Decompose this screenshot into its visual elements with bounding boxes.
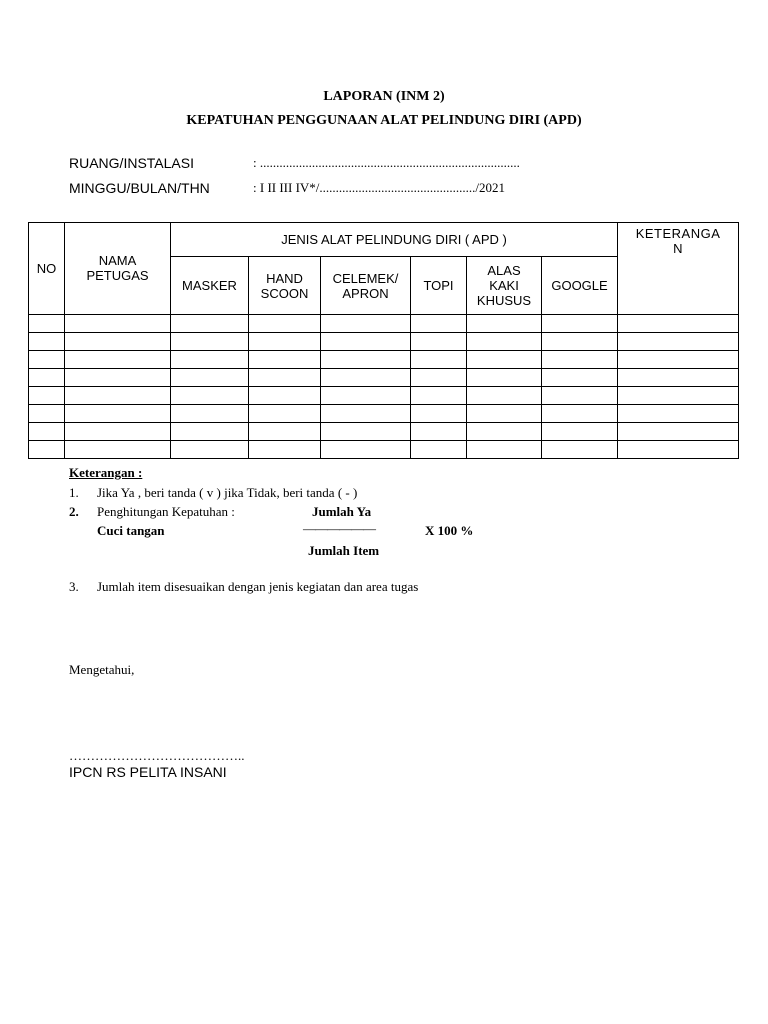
cell[interactable] bbox=[467, 351, 542, 369]
cell[interactable] bbox=[542, 387, 618, 405]
header-celemek-line1: CELEMEK/ bbox=[332, 270, 399, 286]
cell[interactable] bbox=[249, 315, 321, 333]
header-keterangan bbox=[618, 223, 739, 315]
header-hand-line2: SCOON bbox=[260, 285, 309, 301]
cell[interactable] bbox=[411, 369, 467, 387]
formula-fraction-line: —————— bbox=[303, 521, 375, 536]
header-alas-line2: KAKI bbox=[489, 278, 519, 293]
cell[interactable] bbox=[467, 369, 542, 387]
cell[interactable] bbox=[321, 423, 411, 441]
mengetahui-label: Mengetahui, bbox=[69, 662, 135, 677]
table-row bbox=[29, 423, 739, 441]
signature-name: IPCN RS PELITA INSANI bbox=[69, 764, 227, 780]
cell[interactable] bbox=[171, 387, 249, 405]
cell[interactable] bbox=[65, 351, 171, 369]
cell[interactable] bbox=[411, 441, 467, 459]
cell[interactable] bbox=[411, 315, 467, 333]
cell[interactable] bbox=[171, 315, 249, 333]
cell[interactable] bbox=[249, 405, 321, 423]
cell[interactable] bbox=[321, 387, 411, 405]
cell[interactable] bbox=[171, 351, 249, 369]
formula-multiplier: X 100 % bbox=[425, 523, 474, 538]
cell[interactable] bbox=[618, 423, 739, 441]
cell[interactable] bbox=[618, 405, 739, 423]
header-jenis-apd: JENIS ALAT PELINDUNG DIRI ( APD ) bbox=[171, 223, 618, 257]
cell[interactable] bbox=[618, 387, 739, 405]
cell[interactable] bbox=[29, 333, 65, 351]
cell[interactable] bbox=[249, 351, 321, 369]
cell[interactable] bbox=[411, 333, 467, 351]
cell[interactable] bbox=[29, 315, 65, 333]
cell[interactable] bbox=[65, 441, 171, 459]
header-topi: TOPI bbox=[411, 257, 467, 315]
cell[interactable] bbox=[321, 369, 411, 387]
header-masker: MASKER bbox=[171, 257, 249, 315]
cell[interactable] bbox=[411, 423, 467, 441]
table-row bbox=[29, 351, 739, 369]
header-google: GOOGLE bbox=[542, 257, 618, 315]
note-1-number: 1. bbox=[69, 485, 79, 500]
header-no: NO bbox=[29, 223, 65, 315]
header-celemek bbox=[321, 257, 411, 315]
table-row bbox=[29, 369, 739, 387]
cell[interactable] bbox=[65, 387, 171, 405]
cell[interactable] bbox=[467, 405, 542, 423]
header-nama-line1: NAMA bbox=[98, 253, 137, 268]
cell[interactable] bbox=[542, 423, 618, 441]
cell[interactable] bbox=[171, 441, 249, 459]
cell[interactable] bbox=[29, 441, 65, 459]
notes-heading: Keterangan : bbox=[69, 465, 143, 480]
signature-line: ………………………………….. bbox=[69, 748, 245, 763]
header-alas-kaki bbox=[467, 257, 542, 315]
cell[interactable] bbox=[618, 315, 739, 333]
cell[interactable] bbox=[618, 351, 739, 369]
cell[interactable] bbox=[411, 351, 467, 369]
header-nama-line2: PETUGAS bbox=[86, 268, 149, 283]
header-alas-line1: ALAS bbox=[487, 263, 521, 278]
cell[interactable] bbox=[65, 369, 171, 387]
cell[interactable] bbox=[618, 441, 739, 459]
cell[interactable] bbox=[467, 423, 542, 441]
cell[interactable] bbox=[321, 441, 411, 459]
cell[interactable] bbox=[249, 441, 321, 459]
cell[interactable] bbox=[542, 369, 618, 387]
cell[interactable] bbox=[171, 369, 249, 387]
cell[interactable] bbox=[249, 423, 321, 441]
minggu-label: MINGGU/BULAN/THN bbox=[69, 180, 210, 196]
cell[interactable] bbox=[467, 441, 542, 459]
cell[interactable] bbox=[542, 441, 618, 459]
cell[interactable] bbox=[249, 369, 321, 387]
cell[interactable] bbox=[618, 369, 739, 387]
cell[interactable] bbox=[65, 405, 171, 423]
cell[interactable] bbox=[29, 387, 65, 405]
minggu-value: : I II III IV*/................................................/2021 bbox=[253, 180, 506, 195]
cell[interactable] bbox=[321, 315, 411, 333]
cell[interactable] bbox=[65, 423, 171, 441]
cell[interactable] bbox=[249, 387, 321, 405]
header-nama bbox=[65, 223, 171, 315]
cell[interactable] bbox=[321, 333, 411, 351]
note-3-number: 3. bbox=[69, 579, 79, 594]
cell[interactable] bbox=[321, 351, 411, 369]
cell[interactable] bbox=[411, 405, 467, 423]
report-subtitle: KEPATUHAN PENGGUNAAN ALAT PELINDUNG DIRI (APD) bbox=[186, 113, 582, 128]
apd-table bbox=[28, 222, 739, 459]
note-2-number: 2. bbox=[69, 504, 79, 519]
report-title: LAPORAN (INM 2) bbox=[323, 89, 445, 104]
cell[interactable] bbox=[467, 333, 542, 351]
header-alas-line3: KHUSUS bbox=[476, 293, 532, 308]
formula-numerator: Jumlah Ya bbox=[312, 504, 372, 519]
cell[interactable] bbox=[618, 333, 739, 351]
cell[interactable] bbox=[29, 405, 65, 423]
note-2-text: Penghitungan Kepatuhan : bbox=[97, 504, 235, 519]
header-hand-scoon bbox=[249, 257, 321, 315]
cell[interactable] bbox=[171, 405, 249, 423]
table-row bbox=[29, 333, 739, 351]
table-row bbox=[29, 315, 739, 333]
table-row bbox=[29, 405, 739, 423]
cell[interactable] bbox=[65, 315, 171, 333]
table-row bbox=[29, 441, 739, 459]
cell[interactable] bbox=[467, 387, 542, 405]
header-hand-line1: HAND bbox=[266, 270, 303, 286]
cell[interactable] bbox=[171, 333, 249, 351]
cell[interactable] bbox=[542, 351, 618, 369]
header-keterangan-line1: KETERANGA bbox=[635, 226, 721, 241]
ruang-label: RUANG/INSTALASI bbox=[69, 155, 194, 171]
cell[interactable] bbox=[29, 351, 65, 369]
header-keterangan-line2: N bbox=[673, 241, 683, 256]
cell[interactable] bbox=[467, 315, 542, 333]
note-1-text: Jika Ya , beri tanda ( v ) jika Tidak, beri tanda ( - ) bbox=[97, 485, 358, 500]
ruang-value: : ................................................................................ bbox=[253, 155, 520, 170]
cell[interactable] bbox=[411, 387, 467, 405]
cell[interactable] bbox=[321, 405, 411, 423]
cell[interactable] bbox=[29, 423, 65, 441]
cell[interactable] bbox=[542, 405, 618, 423]
cell[interactable] bbox=[171, 423, 249, 441]
formula-denominator: Jumlah Item bbox=[308, 543, 380, 558]
cell[interactable] bbox=[542, 333, 618, 351]
table-row bbox=[29, 387, 739, 405]
cell[interactable] bbox=[65, 333, 171, 351]
cell[interactable] bbox=[29, 369, 65, 387]
note-3-text: Jumlah item disesuaikan dengan jenis kegiatan dan area tugas bbox=[97, 579, 419, 594]
cell[interactable] bbox=[542, 315, 618, 333]
header-celemek-line2: APRON bbox=[342, 285, 389, 301]
cell[interactable] bbox=[249, 333, 321, 351]
formula-cuci-tangan: Cuci tangan bbox=[97, 523, 165, 538]
